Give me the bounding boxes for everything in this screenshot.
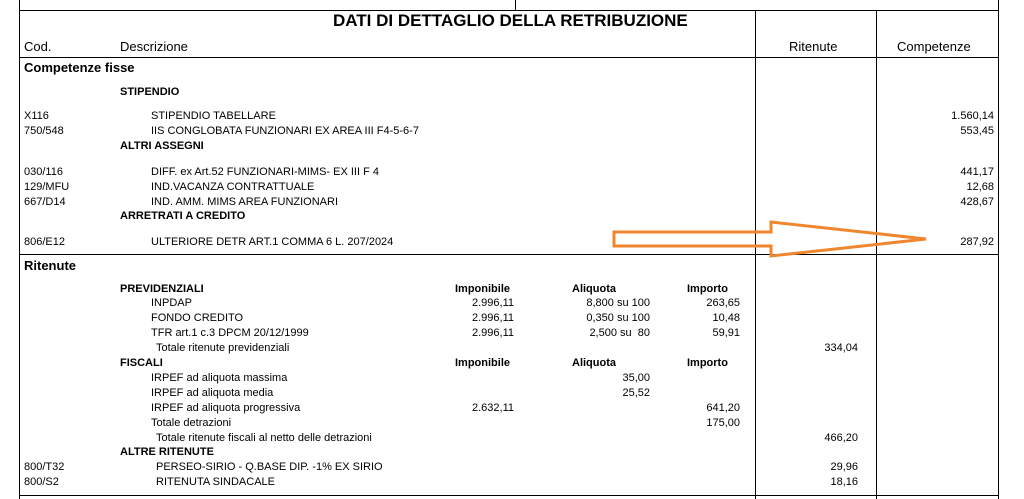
prev-importo: 263,65 — [706, 297, 740, 309]
row-desc: STIPENDIO TABELLARE — [151, 110, 276, 122]
row-competenze: 441,17 — [960, 166, 994, 178]
row-code: 030/116 — [24, 166, 63, 178]
fisc-importo: 175,00 — [706, 417, 740, 429]
totale-fiscali-value: 466,20 — [824, 432, 858, 444]
group-altre-ritenute: ALTRE RITENUTE — [120, 446, 214, 458]
prev-aliquota: 8,800 su 100 — [586, 297, 650, 309]
subheader-aliquota: Aliquota — [572, 283, 616, 295]
group-arretrati: ARRETRATI A CREDITO — [120, 210, 246, 222]
subheader-importo: Importo — [687, 357, 728, 369]
altre-desc: RITENUTA SINDACALE — [156, 476, 275, 488]
altre-desc: PERSEO-SIRIO - Q.BASE DIP. -1% EX SIRIO — [156, 461, 383, 473]
row-competenze: 12,68 — [966, 181, 994, 193]
row-competenze: 1.560,14 — [951, 110, 994, 122]
header-cod: Cod. — [24, 39, 52, 54]
fisc-desc: IRPEF ad aliquota massima — [151, 372, 288, 384]
fisc-importo: 641,20 — [706, 402, 740, 414]
prev-imponibile: 2.996,11 — [471, 327, 514, 339]
header-descrizione: Descrizione — [120, 39, 188, 54]
altre-ritenute: 29,96 — [830, 461, 858, 473]
prev-aliquota: 2,500 su 80 — [589, 327, 650, 339]
fisc-imponibile: 2.632,11 — [471, 402, 514, 414]
section-competenze-fisse: Competenze fisse — [24, 60, 135, 75]
totale-previdenziali-label: Totale ritenute previdenziali — [156, 342, 290, 354]
totale-fiscali-label: Totale ritenute fiscali al netto delle detrazioni — [156, 432, 372, 444]
row-desc: ULTERIORE DETR ART.1 COMMA 6 L. 207/2024 — [151, 236, 394, 248]
prev-desc: FONDO CREDITO — [151, 312, 244, 324]
altre-code: 800/S2 — [24, 476, 59, 488]
prev-imponibile: 2.996,11 — [471, 297, 514, 309]
row-desc: DIFF. ex Art.52 FUNZIONARI-MIMS- EX III F 4 — [151, 166, 379, 178]
page-title: DATI DI DETTAGLIO DELLA RETRIBUZIONE — [333, 11, 688, 30]
header-ritenute: Ritenute — [789, 39, 838, 54]
group-fiscali: FISCALI — [120, 357, 163, 369]
prev-desc: TFR art.1 c.3 DPCM 20/12/1999 — [151, 327, 309, 339]
fisc-desc: IRPEF ad aliquota progressiva — [151, 402, 301, 414]
totale-previdenziali-value: 334,04 — [824, 342, 858, 354]
row-competenze: 287,92 — [960, 236, 994, 248]
subheader-aliquota: Aliquota — [572, 357, 616, 369]
row-code: 750/548 — [24, 125, 64, 137]
subheader-importo: Importo — [687, 283, 728, 295]
fisc-desc: Totale detrazioni — [151, 417, 232, 429]
row-competenze: 428,67 — [960, 196, 994, 208]
altre-code: 800/T32 — [24, 461, 65, 473]
row-code: 129/MFU — [24, 181, 70, 193]
group-altri-assegni: ALTRI ASSEGNI — [120, 140, 204, 152]
prev-desc: INPDAP — [151, 297, 192, 309]
row-desc: IIS CONGLOBATA FUNZIONARI EX AREA III F4-5-6-7 — [151, 125, 419, 137]
prev-importo: 10,48 — [712, 312, 740, 324]
prev-aliquota: 0,350 su 100 — [586, 312, 650, 324]
group-previdenziali: PREVIDENZIALI — [120, 283, 204, 295]
section-ritenute: Ritenute — [24, 258, 76, 273]
fisc-aliquota: 35,00 — [622, 372, 650, 384]
header-competenze: Competenze — [897, 39, 971, 54]
prev-imponibile: 2.996,11 — [471, 312, 514, 324]
subheader-imponibile: Imponibile — [455, 357, 510, 369]
fisc-desc: IRPEF ad aliquota media — [151, 387, 274, 399]
arrow-shape — [614, 222, 926, 256]
row-code: 806/E12 — [24, 236, 65, 248]
row-desc: IND. AMM. MIMS AREA FUNZIONARI — [151, 196, 339, 208]
row-code: X116 — [24, 110, 49, 122]
row-code: 667/D14 — [24, 196, 66, 208]
row-competenze: 553,45 — [960, 125, 994, 137]
fisc-aliquota: 25,52 — [622, 387, 650, 399]
altre-ritenute: 18,16 — [830, 476, 858, 488]
group-stipendio: STIPENDIO — [120, 86, 180, 98]
subheader-imponibile: Imponibile — [455, 283, 510, 295]
row-desc: IND.VACANZA CONTRATTUALE — [151, 181, 315, 193]
prev-importo: 59,91 — [712, 327, 740, 339]
